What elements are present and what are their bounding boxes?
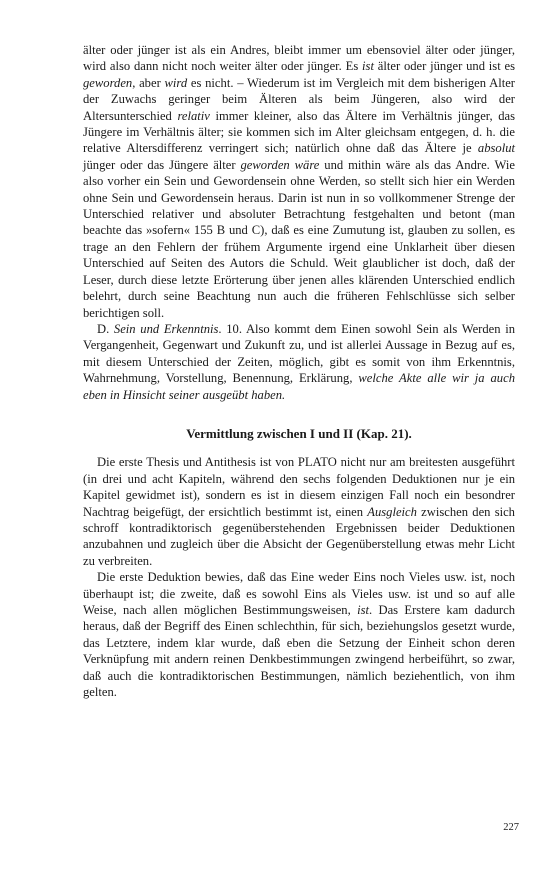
paragraph: D. Sein und Erkenntnis. 10. Also kommt dem Einen sowohl Sein als Werden in Vergangenheit, Gegenwart und Zukunft zu, und ist allerlei Aussage in Bezug auf es, mit diesem Unterschied der Zeiten, möglich, gibt es somit von ihm Erkenntnis, Wahrnehmung, Vorstellung, Benennung, Erklärung, welche Akte alle wir ja auch eben in Hinsicht seiner ausgeübt haben. [83,321,516,402]
paragraph: Die erste Deduktion bewies, daß das Eine weder Eins noch Vieles usw. ist, noch überhaupt ist; die zweite, daß es sowohl Eins als Vieles usw. ist und so auf alle Weise, nach allen möglichen Bestimmungsweisen, ist. Das Erstere kam dadurch heraus, daß der Begriff des Einen schlechthin, für sich, beziehungslos gesetzt wurde, das Letztere, indem klar wurde, daß eben die Setzung der Einheit schon deren Verknüpfung mit andern reinen Denkbestimmungen zwingend herbeiführt, so zwar, daß auch die kontradiktorischen Bestimmungen, nämlich beziehentlich, von ihm gelten. [83,570,515,700]
emphasis: Sein und Erkenntnis [113,321,219,336]
emphasis: geworden wäre [240,157,320,172]
paragraph: Die erste Thesis und Antithesis ist von PLATO nicht nur am breitesten ausgeführt (in drei und acht Kapiteln, während den sechs folgenden Deduktionen nur je ein Kapitel gewidmet ist), sondern es ist in diesem einzigen Fall noch ein besondrer Nachtrag beigefügt, der ersichtlich bestimmt ist, einen Ausgleich zwischen den sich schroff kontradiktorisch gegenüberstehenden Ergebnissen beider Deduktionen anzubahnen und zugleich über die Absicht der Gegenüberstellung etwas mehr Licht zu verbreiten. [83,455,515,568]
emphasis: absolut [477,141,515,156]
body-text [83,42,515,700]
page-number: 227 [503,822,519,833]
emphasis: ist [362,59,374,74]
emphasis: welche Akte alle wir ja auch eben in Hinsicht seiner ausgeübt haben. [83,371,515,402]
emphasis: Ausgleich [367,504,417,519]
emphasis: ist [357,603,369,617]
emphasis: wird [164,75,188,90]
emphasis: geworden [83,75,133,90]
paragraph: älter oder jünger ist als ein Andres, bleibt immer um ebensoviel älter oder jünger, wird also dann nicht noch weiter älter oder jünger. Es ist älter oder jünger und ist es geworden, aber wird es nicht. – Wiederum ist im Vergleich mit dem bisherigen Alter der Zuwachs geringer beim Älteren als beim Jüngeren, also wird der Altersunterschied relativ immer kleiner, also das Ältere im Verhältnis jünger, das Jüngere im Verhältnis älter; sie kommen sich im Alter gleichsam entgegen, d. h. die relative Altersdifferenz verringert sich; natürlich ohne daß das Ältere je absolut jünger oder das Jüngere älter geworden wäre und mithin wäre als das Andre. Wie also vorher ein Sein und Gewordensein ohne Werden, so stellt sich hier ein Werden ohne Sein und Gewordensein heraus. Darin ist nun in so vollkommener Strenge der Unterschied relativer und absoluter Betrachtung festgehalten und betont (man beachte das »sofern« 155 B und C), daß es eine Zumutung ist, glauben zu sollen, es trage an den Fehlern der frühem Argumente irgend eine Unklarheit über diesen Unterschied auf Seiten des Autors die Schuld. Weit glaublicher ist doch, daß der Leser, durch diese letzte Erörterung über jenen alles klärenden Unterschied endlich belehrt, durch seine Beachtung nun auch die früheren Fehlschlüsse sich selber berichtigen soll. [83,43,516,320]
emphasis: relativ [177,108,210,123]
section-heading: Vermittlung zwischen I und II (Kap. 21). [186,425,412,441]
